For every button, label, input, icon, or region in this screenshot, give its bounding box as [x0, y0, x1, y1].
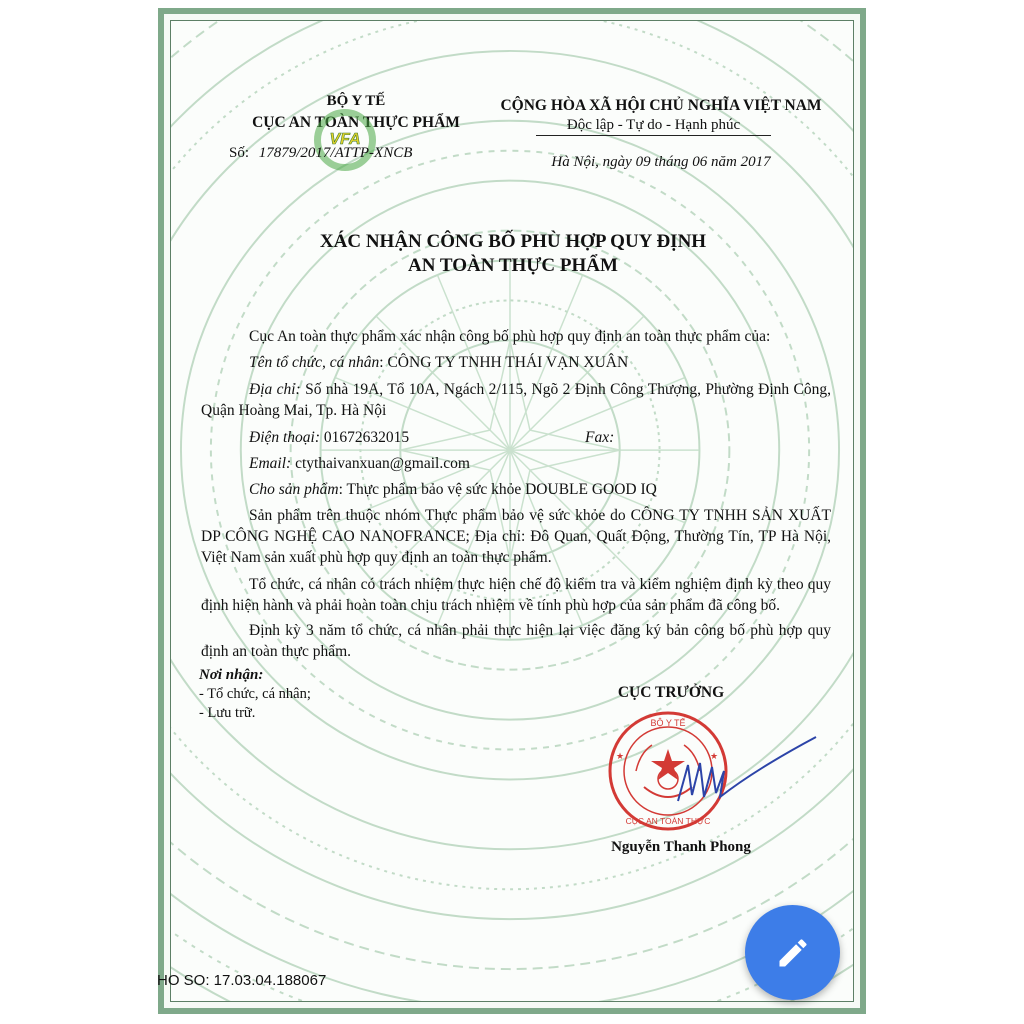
agency-name: CỤC AN TOÀN THỰC PHẨM [252, 114, 460, 131]
svg-text:★: ★ [616, 751, 625, 761]
org-line [249, 352, 628, 373]
renewal-paragraph: Định kỳ 3 năm tổ chức, cá nhân phải thực hiện lại việc đăng ký bản công bố phù hợp quy định an toàn thực phẩm. [201, 622, 831, 660]
address-value: Số nhà 19A, Tổ 10A, Ngách 2/115, Ngõ 2 Định Công Thượng, Phường Định Công, Quận Hoàng Mai, Tp. Hà Nội [201, 381, 831, 419]
document-title-line1: XÁC NHẬN CÔNG BỐ PHÙ HỢP QUY ĐỊNH [319, 231, 707, 252]
place-date: Hà Nội, ngày 09 tháng 06 năm 2017 [551, 154, 771, 170]
address-paragraph [201, 379, 831, 421]
signer-title: CỤC TRƯỞNG [617, 684, 725, 701]
page-border-inner [170, 20, 854, 1002]
signer-name: Nguyễn Thanh Phong [611, 839, 751, 855]
address-label: Địa chỉ: [249, 381, 301, 398]
manufacturer-paragraph: Sản phẩm trên thuộc nhóm Thực phẩm bảo vệ sức khỏe do CÔNG TY TNHH SẢN XUẤT DP CÔNG NGHỆ CAO NANOFRANCE; Địa chỉ: Đô Quan, Quất Động, Thường Tín, TP Hà Nội, Việt Nam sản xuất phù hợp quy định an toàn thực phẩm. [201, 507, 831, 566]
product-line [249, 479, 657, 500]
product-value: : Thực phẩm bảo vệ sức khỏe DOUBLE GOOD IQ [338, 481, 657, 498]
phone-line [249, 427, 409, 448]
recipients-label: Nơi nhận: [199, 667, 264, 683]
product-label: Cho sản phẩm [249, 481, 339, 498]
number-label: Số: [229, 145, 250, 161]
recipient-item: - Lưu trữ. [199, 705, 256, 721]
signature-scribble [678, 737, 816, 801]
responsibility-paragraph: Tổ chức, cá nhân có trách nhiệm thực hiện chế độ kiểm tra và kiểm nghiệm định kỳ theo quy định hiện hành và phải hoàn toàn chịu trách nhiệm về tính phù hợp của sản phẩm đã công bố. [201, 576, 831, 614]
national-motto: Độc lập - Tự do - Hạnh phúc [536, 117, 771, 136]
fax-label: Fax: [585, 429, 615, 446]
ministry-name: BỘ Y TẾ [326, 93, 386, 109]
stamp-bottom-text: CỤC AN TOÀN THỰC [625, 816, 711, 826]
page-border-outer [164, 14, 860, 1008]
document-title-line2: AN TOÀN THỰC PHẨM [408, 255, 618, 276]
svg-text:★: ★ [710, 751, 719, 761]
intro-text: Cục An toàn thực phẩm xác nhận công bố phù hợp quy định an toàn thực phẩm của: [249, 328, 771, 345]
stamp-top-text: BỘ Y TẾ [650, 718, 686, 728]
document-number [229, 145, 412, 162]
record-number: HO SO: 17.03.04.188067 [157, 972, 327, 989]
pencil-icon [775, 935, 811, 971]
vfa-logo-text: VFA [329, 131, 361, 148]
red-stamp [610, 713, 726, 829]
email-label: Email: [249, 455, 292, 472]
email-line [249, 453, 470, 474]
document-page [158, 8, 866, 1014]
email-value: ctythaivanxuan@gmail.com [291, 455, 470, 472]
org-value: : CÔNG TY TNHH THÁI VẠN XUÂN [379, 354, 629, 371]
org-label: Tên tổ chức, cá nhân [249, 354, 380, 371]
recipient-item: - Tổ chức, cá nhân; [199, 686, 311, 702]
edit-fab-button[interactable] [745, 905, 840, 1000]
phone-label: Điện thoại: [249, 429, 321, 446]
phone-value: 01672632015 [320, 429, 410, 446]
country-name: CỘNG HÒA XÃ HỘI CHỦ NGHĨA VIỆT NAM [500, 97, 822, 114]
official-stamp-and-signature [606, 709, 836, 839]
number-value: 17879/2017/ATTP-XNCB [258, 145, 413, 161]
